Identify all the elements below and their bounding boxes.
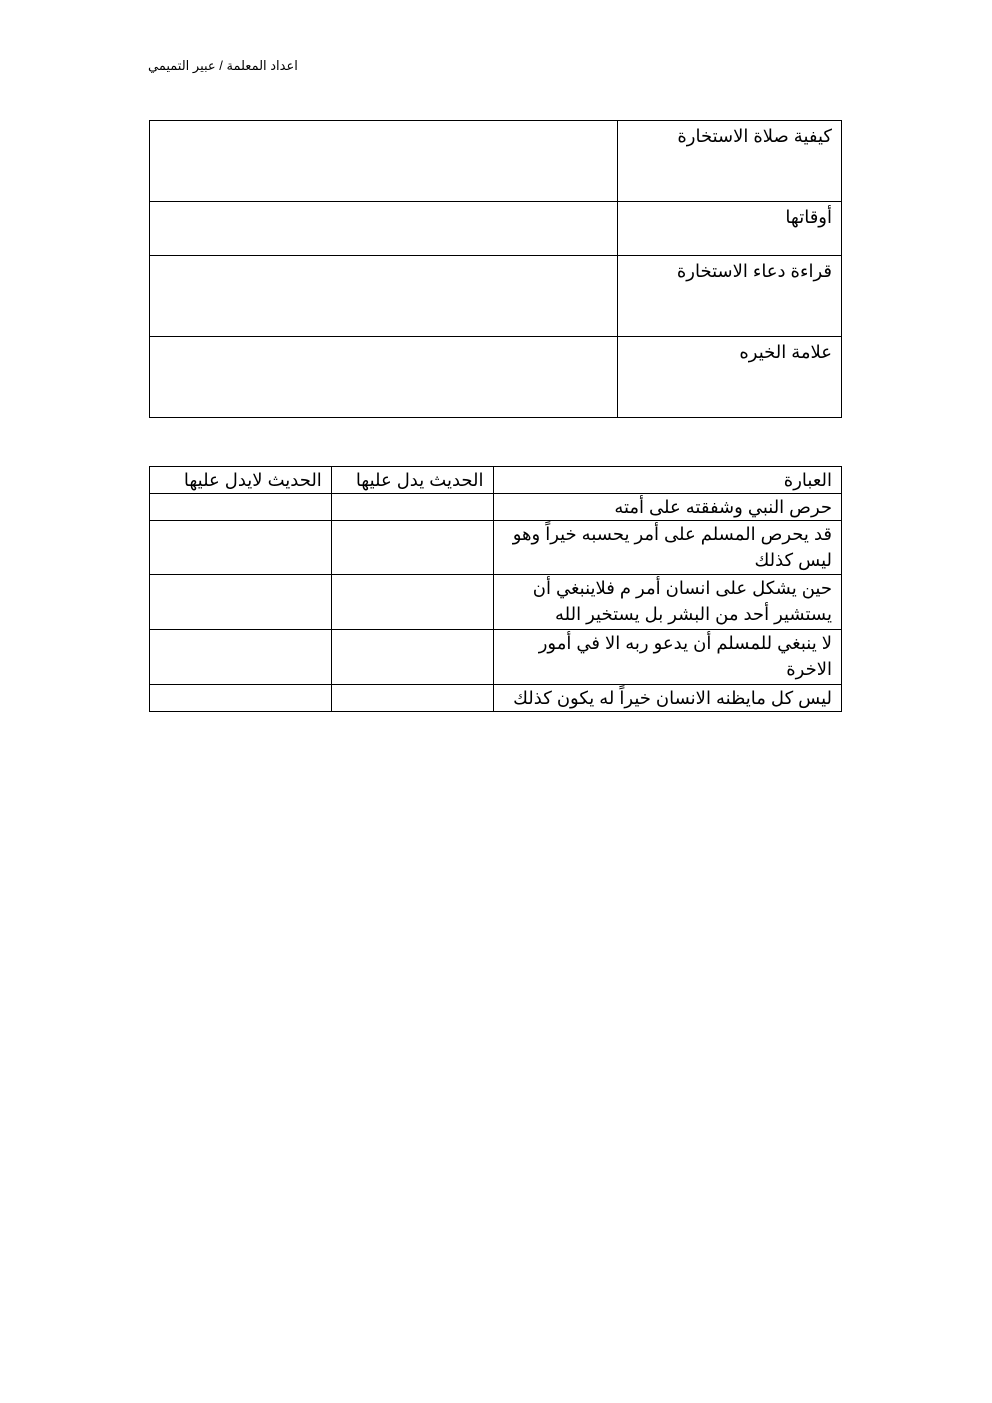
answer-cell[interactable] xyxy=(150,256,618,337)
topic-label: كيفية صلاة الاستخارة xyxy=(618,121,842,202)
statements-table xyxy=(149,466,842,712)
table-row xyxy=(150,685,842,712)
not-indicates-cell[interactable] xyxy=(150,494,332,521)
not-indicates-cell[interactable] xyxy=(150,575,332,630)
prepared-by-note: اعداد المعلمة / عبير التميمي xyxy=(148,58,298,73)
indicates-cell[interactable] xyxy=(331,494,493,521)
answer-cell[interactable] xyxy=(150,337,618,418)
statement-cell: لا ينبغي للمسلم أن يدعو ربه الا في أمور الاخرة xyxy=(493,630,842,685)
statement-cell: حرص النبي وشفقته على أمته xyxy=(493,494,842,521)
statement-cell: حين يشكل على انسان أمر م فلاينبغي أن يستشير أحد من البشر بل يستخير الله xyxy=(493,575,842,630)
table-row xyxy=(150,575,842,630)
not-indicates-cell[interactable] xyxy=(150,521,332,575)
not-indicates-cell[interactable] xyxy=(150,685,332,712)
answer-cell[interactable] xyxy=(150,202,618,256)
answer-cell[interactable] xyxy=(150,121,618,202)
indicates-cell[interactable] xyxy=(331,685,493,712)
not-indicates-cell[interactable] xyxy=(150,630,332,685)
statement-cell: قد يحرص المسلم على أمر يحسبه خيراً وهو ليس كذلك xyxy=(493,521,842,575)
topics-table xyxy=(149,120,842,418)
indicates-header: الحديث يدل عليها xyxy=(331,467,493,494)
indicates-cell[interactable] xyxy=(331,575,493,630)
indicates-cell[interactable] xyxy=(331,521,493,575)
table-row xyxy=(150,494,842,521)
topic-label: علامة الخيره xyxy=(618,337,842,418)
table-row xyxy=(150,256,842,337)
table-row xyxy=(150,337,842,418)
not-indicates-header: الحديث لايدل عليها xyxy=(150,467,332,494)
table-row xyxy=(150,121,842,202)
indicates-cell[interactable] xyxy=(331,630,493,685)
table-row xyxy=(150,521,842,575)
table-header-row xyxy=(150,467,842,494)
statement-cell: ليس كل مايظنه الانسان خيراً له يكون كذلك xyxy=(493,685,842,712)
table-row xyxy=(150,630,842,685)
statement-header: العبارة xyxy=(493,467,842,494)
topic-label: قراءة دعاء الاستخارة xyxy=(618,256,842,337)
table-row xyxy=(150,202,842,256)
topic-label: أوقاتها xyxy=(618,202,842,256)
